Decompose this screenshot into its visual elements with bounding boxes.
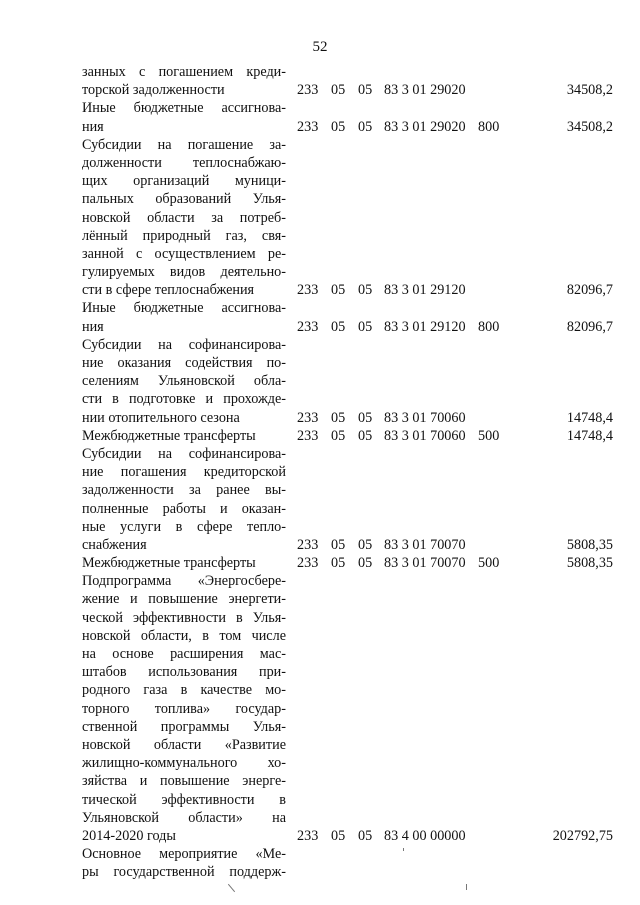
- description-line: селениям Ульяновской обла-: [82, 373, 286, 390]
- description-line: тической эффективности в: [82, 791, 286, 808]
- section-code: 05: [331, 118, 346, 135]
- scan-mark: [466, 884, 467, 890]
- section-code: 05: [331, 555, 346, 572]
- table-row: [0, 63, 640, 99]
- amount: 5808,35: [566, 536, 613, 553]
- target-article-code: 83 3 01 29120: [384, 282, 466, 299]
- table-row: [0, 136, 640, 300]
- row-description: [82, 136, 286, 300]
- table-row: [0, 299, 640, 335]
- subsection-code: 05: [358, 118, 373, 135]
- row-codes: [0, 409, 640, 427]
- expense-type-code: 500: [478, 555, 500, 572]
- description-line: ния: [82, 318, 104, 335]
- description-line: торного топлива» государ-: [82, 700, 286, 717]
- description-line: жилищно-коммунального хо-: [82, 755, 286, 772]
- row-codes: [0, 427, 640, 445]
- ministry-code: 233: [297, 318, 319, 335]
- row-codes: [0, 827, 640, 845]
- description-line: Субсидии на софинансирова-: [82, 445, 286, 462]
- scan-mark: [228, 884, 235, 892]
- section-code: 05: [331, 282, 346, 299]
- section-code: 05: [331, 427, 346, 444]
- budget-table: [0, 63, 640, 881]
- expense-type-code: 500: [478, 427, 500, 444]
- description-line: Иные бюджетные ассигнова-: [82, 100, 286, 117]
- row-codes: [0, 536, 640, 554]
- amount: 14748,4: [566, 427, 613, 444]
- table-row: [0, 99, 640, 135]
- ministry-code: 233: [297, 827, 319, 844]
- description-line: Подпрограмма «Энергосбере-: [82, 573, 286, 590]
- target-article-code: 83 3 01 70060: [384, 427, 466, 444]
- row-codes: [0, 554, 640, 572]
- row-codes: [0, 281, 640, 299]
- subsection-code: 05: [358, 82, 373, 99]
- ministry-code: 233: [297, 118, 319, 135]
- row-description: [82, 845, 286, 881]
- description-line: Иные бюджетные ассигнова-: [82, 300, 286, 317]
- ministry-code: 233: [297, 282, 319, 299]
- table-row: [0, 427, 640, 445]
- amount: 5808,35: [566, 555, 613, 572]
- description-line: долженности теплоснабжаю-: [82, 154, 286, 171]
- subsection-code: 05: [358, 555, 373, 572]
- description-line: снабжения: [82, 536, 147, 553]
- section-code: 05: [331, 536, 346, 553]
- description-line: ния: [82, 118, 104, 135]
- row-codes: [0, 81, 640, 99]
- table-row: [0, 845, 640, 881]
- table-row: [0, 554, 640, 572]
- amount: 34508,2: [566, 82, 613, 99]
- description-line: торской задолженности: [82, 82, 225, 99]
- description-line: 2014-2020 годы: [82, 827, 176, 844]
- description-line: ры государственной поддерж-: [82, 864, 286, 881]
- ministry-code: 233: [297, 427, 319, 444]
- description-line: новской области «Развитие: [82, 736, 286, 753]
- description-line: ние погашения кредиторской: [82, 464, 286, 481]
- target-article-code: 83 3 01 70070: [384, 536, 466, 553]
- description-line: пальных образований Улья-: [82, 191, 286, 208]
- subsection-code: 05: [358, 318, 373, 335]
- description-line: занных с погашением креди-: [82, 64, 286, 80]
- row-description: [82, 572, 286, 845]
- description-line: щих организаций муници-: [82, 173, 286, 190]
- page-number: 52: [312, 39, 328, 55]
- description-line: Субсидии на софинансирова-: [82, 336, 286, 353]
- description-line: ные услуги в сфере тепло-: [82, 518, 286, 535]
- table-row: [0, 336, 640, 427]
- subsection-code: 05: [358, 427, 373, 444]
- target-article-code: 83 3 01 29020: [384, 118, 466, 135]
- description-line: новской области, в том числе: [82, 627, 286, 644]
- amount: 14748,4: [566, 409, 613, 426]
- row-codes: [0, 118, 640, 136]
- description-line: Межбюджетные трансферты: [82, 427, 256, 444]
- description-line: сти в сфере теплоснабжения: [82, 282, 255, 299]
- description-line: нии отопительного сезона: [82, 409, 240, 426]
- target-article-code: 83 3 01 29120: [384, 318, 466, 335]
- description-line: полненные работы и оказан-: [82, 500, 286, 517]
- ministry-code: 233: [297, 555, 319, 572]
- amount: 82096,7: [566, 282, 613, 299]
- subsection-code: 05: [358, 282, 373, 299]
- description-line: гулируемых видов деятельно-: [82, 264, 286, 281]
- ministry-code: 233: [297, 536, 319, 553]
- section-code: 05: [331, 318, 346, 335]
- row-codes: [0, 318, 640, 336]
- amount: 82096,7: [566, 318, 613, 335]
- target-article-code: 83 3 01 70060: [384, 409, 466, 426]
- amount: 202792,75: [552, 827, 613, 844]
- section-code: 05: [331, 82, 346, 99]
- description-line: ственной программы Улья-: [82, 718, 286, 735]
- target-article-code: 83 3 01 29020: [384, 82, 466, 99]
- description-line: Основное мероприятие «Ме-: [82, 846, 286, 863]
- description-line: лённый природный газ, свя-: [82, 227, 286, 244]
- description-line: штабов использования при-: [82, 664, 286, 681]
- expense-type-code: 800: [478, 118, 500, 135]
- description-line: ние оказания содействия по-: [82, 355, 286, 371]
- description-line: задолженности за ранее вы-: [82, 482, 286, 499]
- table-row: [0, 572, 640, 845]
- section-code: 05: [331, 409, 346, 426]
- ministry-code: 233: [297, 409, 319, 426]
- description-line: жение и повышение энергети-: [82, 591, 286, 608]
- description-line: сти в подготовке и прохожде-: [82, 391, 286, 408]
- description-line: зяйства и повышение энерге-: [82, 773, 286, 790]
- target-article-code: 83 4 00 00000: [384, 827, 466, 844]
- target-article-code: 83 3 01 70070: [384, 555, 466, 572]
- subsection-code: 05: [358, 409, 373, 426]
- description-line: Субсидии на погашение за-: [82, 136, 286, 153]
- section-code: 05: [331, 827, 346, 844]
- description-line: родного газа в качестве мо-: [82, 682, 286, 699]
- amount: 34508,2: [566, 118, 613, 135]
- table-row: [0, 445, 640, 554]
- ministry-code: 233: [297, 82, 319, 99]
- subsection-code: 05: [358, 827, 373, 844]
- description-line: Ульяновской области» на: [82, 809, 286, 826]
- description-line: Межбюджетные трансферты: [82, 555, 256, 572]
- scan-mark: [403, 848, 404, 851]
- description-line: на основе расширения мас-: [82, 646, 286, 662]
- expense-type-code: 800: [478, 318, 500, 335]
- description-line: новской области за потреб-: [82, 209, 286, 226]
- subsection-code: 05: [358, 536, 373, 553]
- description-line: ческой эффективности в Улья-: [82, 609, 286, 626]
- description-line: занной с осуществлением ре-: [82, 245, 286, 262]
